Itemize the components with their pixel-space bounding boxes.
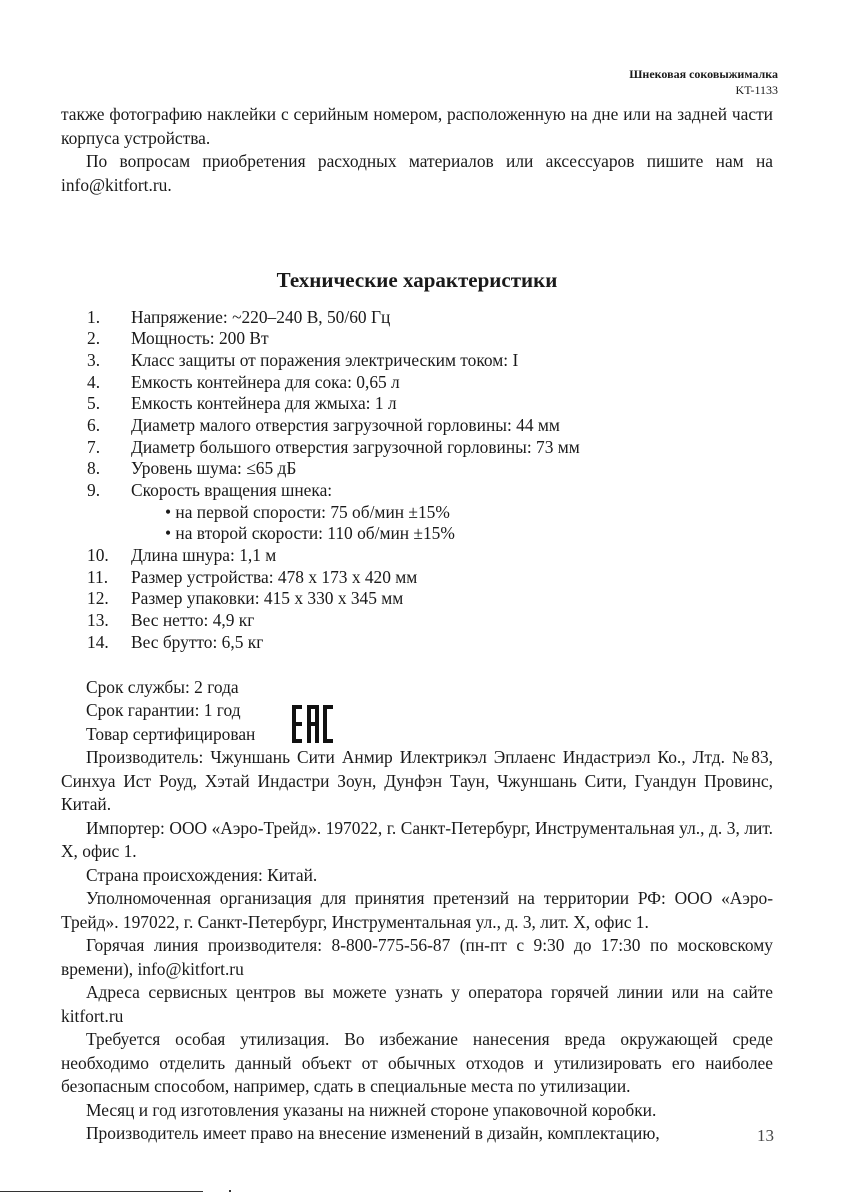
service-life: Срок службы: 2 года xyxy=(86,676,239,697)
intro-paragraph-1: также фотографию наклейки с серийным номером, расположенную на дне или на задней части корпуса устройства. xyxy=(61,104,773,148)
warranty-period: Срок гарантии: 1 год xyxy=(86,700,241,720)
spec-number: 9. xyxy=(87,480,101,500)
spec-text: Мощность: 200 Вт xyxy=(131,328,269,349)
hotline: Горячая линия производителя: 8-800-775-56-87 (пн-пт с 9:30 до 17:30 по московскому времени), info@kitfort.ru xyxy=(61,935,773,979)
authorized-organization: Уполномоченная организация для принятия претензий на территории РФ: ООО «Аэро-Трейд». 197022, г. Санкт-Петербург, Инструментальная ул., д. 3, лит. Х, офис 1. xyxy=(61,888,773,932)
page-header xyxy=(629,66,778,98)
spec-subitem: • на второй скорости: 110 об/мин ±15% xyxy=(165,523,455,544)
spec-item xyxy=(61,545,773,567)
spec-text: Напряжение: ~220–240 В, 50/60 Гц xyxy=(131,306,391,327)
spec-item xyxy=(61,480,773,502)
spec-number: 8. xyxy=(87,458,101,479)
spec-item xyxy=(61,632,773,654)
spec-text: Класс защиты от поражения электрическим током: I xyxy=(131,349,519,370)
page-content xyxy=(61,103,773,1146)
importer: Импортер: ООО «Аэро-Трейд». 197022, г. Санкт-Петербург, Инструментальная ул., д. 3, лит. Х, офис 1. xyxy=(61,817,773,861)
spec-item xyxy=(61,350,773,372)
spec-number: 7. xyxy=(87,436,101,457)
spec-number: 11. xyxy=(87,566,109,587)
spec-item xyxy=(61,415,773,437)
spec-item xyxy=(61,610,773,632)
spec-item xyxy=(61,307,773,329)
spec-item xyxy=(61,567,773,589)
spec-text: Емкость контейнера для сока: 0,65 л xyxy=(131,371,400,392)
spec-number: 12. xyxy=(87,588,109,609)
spec-item xyxy=(61,393,773,415)
spec-text: Уровень шума: ≤65 дБ xyxy=(131,458,297,479)
page-number: 13 xyxy=(757,1126,774,1145)
spec-item xyxy=(61,328,773,350)
footer-dot xyxy=(229,1190,231,1192)
specs-title: Технические характеристики xyxy=(276,268,558,292)
manufacturer: Производитель: Чжуншань Сити Анмир Илектрикэл Эплаенс Индастриэл Ко., Лтд. №83, Синхуа Ист Роуд, Хэтай Индастри Зоун, Дунфэн Таун, Чжуншань Сити, Гуандун Провинс, Китай. xyxy=(61,747,773,814)
spec-text: Вес брутто: 6,5 кг xyxy=(131,631,264,652)
spec-text: Диаметр большого отверстия загрузочной горловины: 73 мм xyxy=(131,436,580,457)
spec-text: Диаметр малого отверстия загрузочной горловины: 44 мм xyxy=(131,414,560,435)
disposal-notice: Требуется особая утилизация. Во избежание нанесения вреда окружающей среде необходимо отделить данный объект от обычных отходов и утилизировать его наиболее безопасным способом, например, сдать в специальные места по утилизации. xyxy=(61,1029,773,1096)
design-changes-note: Производитель имеет право на внесение изменений в дизайн, комплектацию, xyxy=(86,1123,660,1143)
manufacture-date-note: Месяц и год изготовления указаны на нижней стороне упаковочной коробки. xyxy=(86,1099,657,1120)
service-centers: Адреса сервисных центров вы можете узнать у оператора горячей линии или на сайте kitfort.ru xyxy=(61,982,773,1026)
spec-number: 6. xyxy=(87,414,101,435)
certification-row xyxy=(61,723,773,747)
intro-paragraph-2: По вопросам приобретения расходных материалов или аксессуаров пишите нам на info@kitfort.ru. xyxy=(61,151,773,195)
certified-text: Товар сертифицирован xyxy=(86,723,256,744)
specs-list xyxy=(61,307,773,654)
spec-item xyxy=(61,458,773,480)
spec-text: Размер устройства: 478 x 173 x 420 мм xyxy=(131,566,418,587)
spec-number: 5. xyxy=(87,393,101,414)
spec-text: Вес нетто: 4,9 кг xyxy=(131,610,255,631)
country-of-origin: Страна происхождения: Китай. xyxy=(86,864,318,885)
header-title: Шнековая соковыжималка xyxy=(629,67,778,81)
header-model: KT-1133 xyxy=(735,83,778,97)
spec-subitem: • на первой спорости: 75 об/мин ±15% xyxy=(165,501,450,522)
footer-rule xyxy=(0,1191,203,1192)
spec-number: 10. xyxy=(87,545,109,566)
spec-number: 2. xyxy=(87,328,101,349)
spec-number: 1. xyxy=(87,306,101,327)
spec-number: 14. xyxy=(87,631,109,652)
spec-number: 4. xyxy=(87,371,101,392)
eac-logo-icon xyxy=(291,704,334,744)
spec-item xyxy=(61,372,773,394)
spec-text: Длина шнура: 1,1 м xyxy=(131,545,277,566)
spec-number: 13. xyxy=(87,610,109,631)
spec-item xyxy=(61,437,773,459)
spec-text: Скорость вращения шнека: xyxy=(131,480,333,500)
service-info-block xyxy=(61,676,773,1146)
spec-number: 3. xyxy=(87,349,101,370)
spec-text: Емкость контейнера для жмыха: 1 л xyxy=(131,393,397,414)
spec-text: Размер упаковки: 415 x 330 x 345 мм xyxy=(131,588,404,609)
spec-item xyxy=(61,588,773,610)
